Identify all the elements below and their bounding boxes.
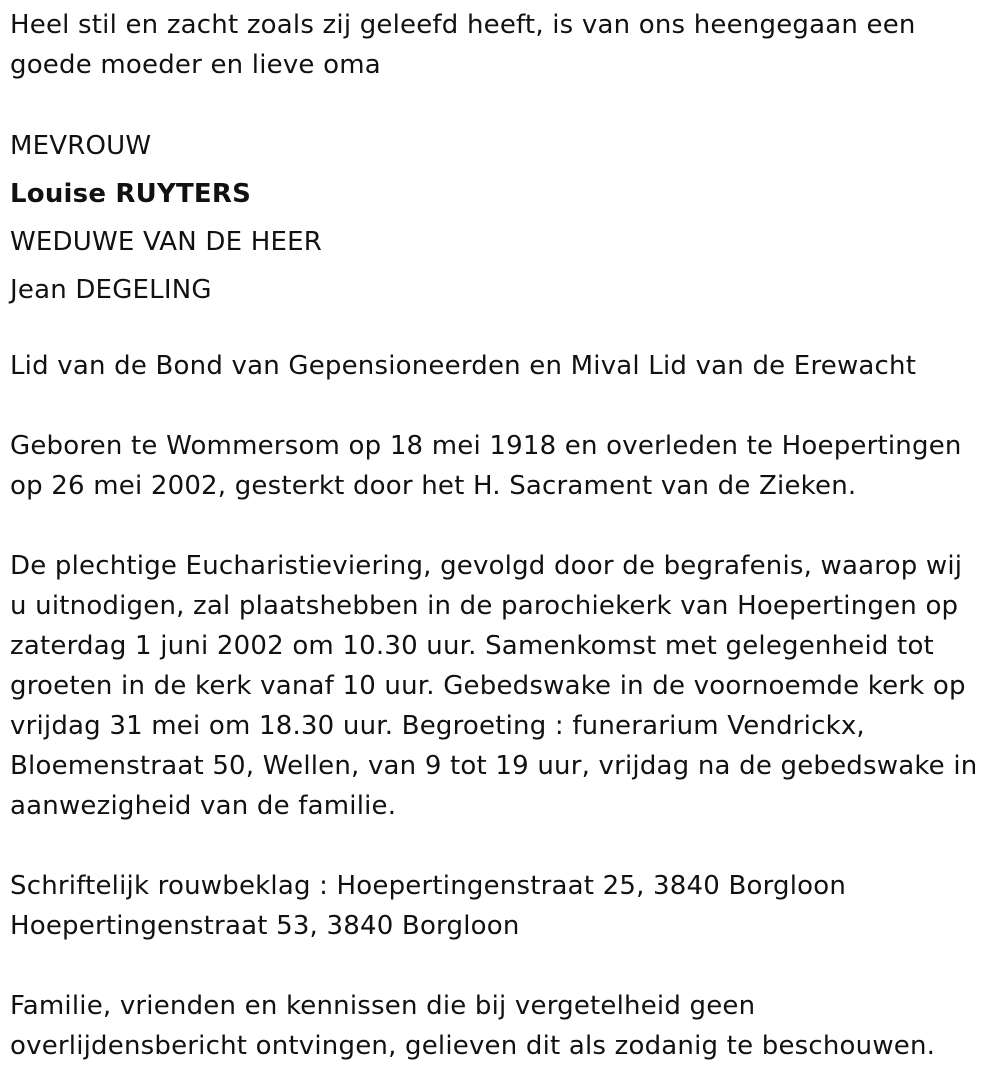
membership-paragraph	[10, 346, 1000, 386]
condolences-line: Schriftelijk rouwbeklag : Hoepertingenstraat 25, 3840 Borgloon	[10, 871, 847, 901]
spouse-name: Jean DEGELING	[10, 275, 212, 305]
intro-line: goede moeder en lieve oma	[10, 50, 381, 80]
intro-line: Heel stil en zacht zoals zij geleefd heeft, is van ons heengegaan een	[10, 10, 916, 40]
closing-line: overlijdensbericht ontvingen, gelieven dit als zodanig te beschouwen.	[10, 1031, 936, 1061]
deceased-name: Louise RUYTERS	[10, 179, 252, 209]
ceremony-line: vrijdag 31 mei om 18.30 uur. Begroeting : funerarium Vendrickx,	[10, 711, 865, 741]
ceremony-line: De plechtige Eucharistieviering, gevolgd door de begrafenis, waarop wij	[10, 551, 963, 581]
ceremony-line: u uitnodigen, zal plaatshebben in de parochiekerk van Hoepertingen op	[10, 591, 959, 621]
closing-line: Familie, vrienden en kennissen die bij vergetelheid geen	[10, 991, 756, 1021]
deceased-heading	[10, 122, 1000, 314]
birth-death-line: op 26 mei 2002, gesterkt door het H. Sacrament van de Zieken.	[10, 471, 857, 501]
ceremony-paragraph	[10, 546, 1000, 826]
ceremony-line: aanwezigheid van de familie.	[10, 791, 397, 821]
membership-line: Lid van de Bond van Gepensioneerden en Mival Lid van de Erewacht	[10, 351, 917, 381]
birth-death-paragraph	[10, 426, 1000, 506]
honorific-title: MEVROUW	[10, 131, 152, 161]
birth-death-line: Geboren te Wommersom op 18 mei 1918 en overleden te Hoepertingen	[10, 431, 962, 461]
intro-paragraph	[10, 5, 1000, 85]
ceremony-line: zaterdag 1 juni 2002 om 10.30 uur. Samenkomst met gelegenheid tot	[10, 631, 934, 661]
closing-paragraph	[10, 986, 1000, 1066]
relation-label: WEDUWE VAN DE HEER	[10, 227, 322, 257]
condolences-line: Hoepertingenstraat 53, 3840 Borgloon	[10, 911, 520, 941]
condolences-paragraph	[10, 866, 1000, 946]
ceremony-line: groeten in de kerk vanaf 10 uur. Gebedswake in de voornoemde kerk op	[10, 671, 966, 701]
ceremony-line: Bloemenstraat 50, Wellen, van 9 tot 19 uur, vrijdag na de gebedswake in	[10, 751, 978, 781]
